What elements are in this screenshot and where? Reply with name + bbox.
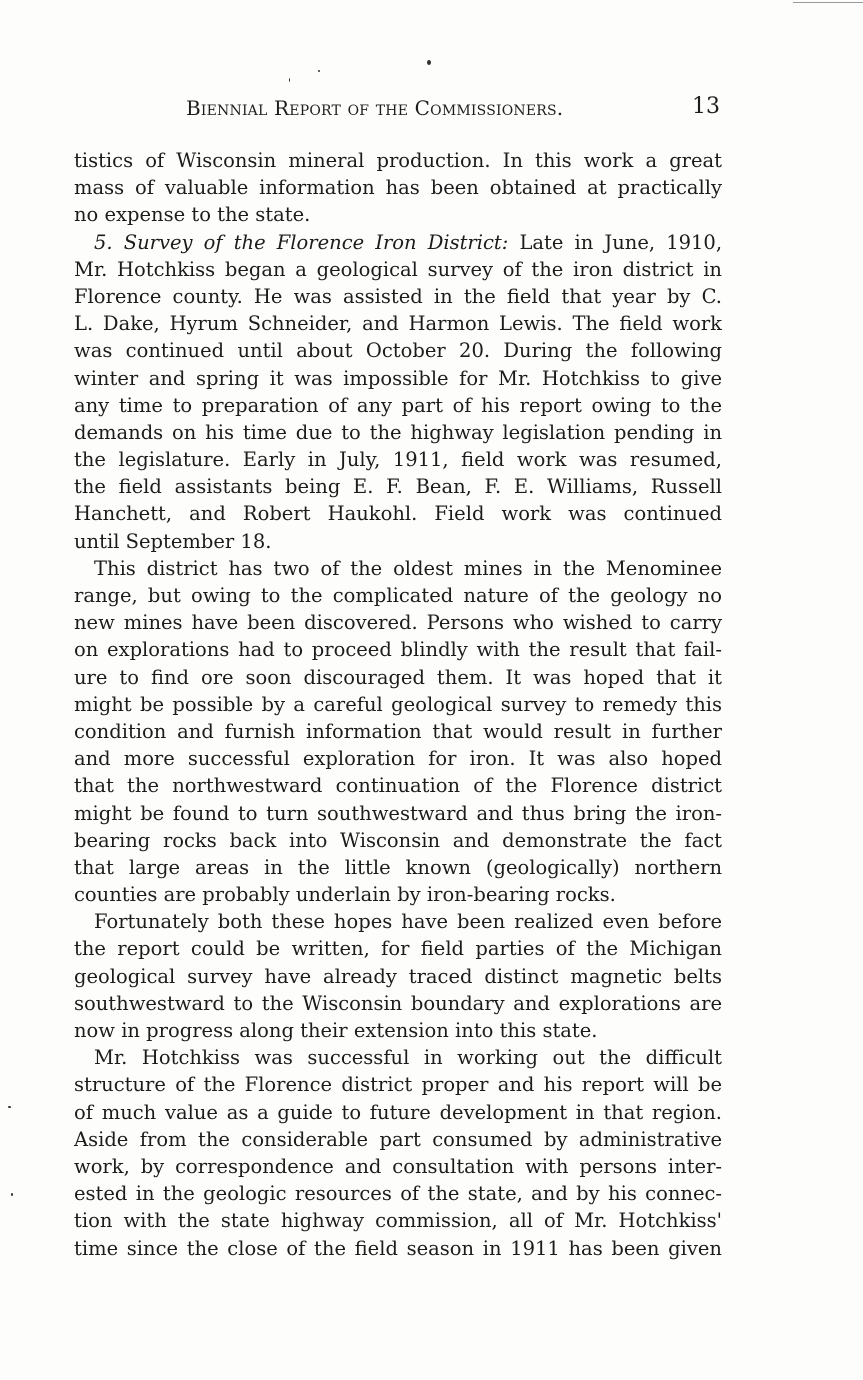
text-line: Hanchett, and Robert Haukohl. Field work was continued — [74, 502, 722, 526]
text-line: new mines have been discovered. Persons who wished to carry — [74, 611, 722, 635]
text-line: now in progress along their extension into this state. — [74, 1019, 598, 1042]
scan-speck — [427, 60, 431, 65]
text-line: time since the close of the field season in 1911 has been given — [74, 1236, 722, 1260]
section-heading: Survey of the Florence Iron District: — [123, 230, 509, 254]
text-line: on explorations had to proceed blindly with the result that fail- — [74, 638, 722, 662]
text-line: range, but owing to the complicated nature of the geology no — [74, 584, 722, 607]
text-line: of much value as a guide to future development in that region. — [74, 1100, 722, 1124]
text-line: that large areas in the little known (geologically) northern — [74, 855, 722, 879]
text-line: counties are probably underlain by iron-bearing rocks. — [74, 883, 616, 907]
running-head: Biennial Report of the Commissioners. — [186, 96, 564, 120]
text-line: Late in June, 1910, — [519, 230, 723, 254]
text-line: might be possible by a careful geological survey to remedy this — [74, 692, 722, 716]
text-line: the report could be written, for field parties of the Michigan — [74, 937, 722, 961]
scan-speck — [318, 70, 320, 72]
text-line: Fortunately both these hopes have been realized even before — [94, 910, 722, 934]
page-number: 13 — [692, 94, 720, 119]
section-5-first-line — [74, 229, 722, 256]
text-line: Aside from the considerable part consumed by administrative — [74, 1127, 722, 1151]
scan-speck — [289, 78, 290, 82]
text-line: and more successful exploration for iron. It was also hoped — [74, 747, 722, 771]
text-line: work, by correspondence and consultation with persons inter- — [74, 1154, 722, 1178]
text-line: condition and furnish information that would result in further — [74, 719, 722, 743]
text-line: mass of valuable information has been obtained at practically — [74, 176, 722, 200]
text-line: demands on his time due to the highway legislation pending in — [74, 420, 722, 444]
text-line: was continued until about October 20. During the following — [74, 339, 722, 363]
scan-speck — [8, 1106, 11, 1108]
text-line: geological survey have already traced distinct magnetic belts — [74, 964, 722, 988]
scan-speck — [11, 1193, 13, 1196]
text-line: the legislature. Early in July, 1911, field work was resumed, — [74, 448, 722, 472]
text-line: any time to preparation of any part of his report owing to the — [74, 393, 722, 417]
text-line: Mr. Hotchkiss began a geological survey of the iron district in — [74, 257, 722, 281]
text-line: Florence county. He was assisted in the field that year by C. — [74, 284, 722, 308]
text-line: winter and spring it was impossible for Mr. Hotchkiss to give — [74, 366, 722, 390]
text-line: that the northwestward continuation of the Florence district — [74, 774, 722, 798]
text-line: the field assistants being E. F. Bean, F. E. Williams, Russell — [74, 475, 722, 499]
text-line: bearing rocks back into Wisconsin and demonstrate the fact — [74, 828, 722, 852]
text-line: tistics of Wisconsin mineral production. In this work a great — [74, 149, 722, 172]
text-line: tion with the state highway commission, all of Mr. Hotchkiss' — [74, 1209, 722, 1233]
text-line: This district has two of the oldest mines in the Menominee — [94, 556, 722, 580]
text-line: L. Dake, Hyrum Schneider, and Harmon Lewis. The field work — [74, 312, 722, 336]
text-line: ure to find ore soon discouraged them. It was hoped that it — [74, 665, 722, 689]
text-line: southwestward to the Wisconsin boundary and explorations are — [74, 991, 722, 1015]
section-number: 5. — [94, 230, 113, 254]
text-line: might be found to turn southwestward and thus bring the iron- — [74, 801, 722, 825]
body-text — [74, 147, 722, 1262]
text-line: structure of the Florence district proper and his report will be — [74, 1073, 722, 1097]
page-header — [74, 96, 722, 124]
text-line: until September 18. — [74, 529, 272, 553]
text-line: Mr. Hotchkiss was successful in working out the difficult — [94, 1046, 722, 1070]
scan-edge-line — [793, 2, 863, 3]
text-line: no expense to the state. — [74, 203, 311, 227]
text-line: ested in the geologic resources of the state, and by his connec- — [74, 1182, 722, 1206]
